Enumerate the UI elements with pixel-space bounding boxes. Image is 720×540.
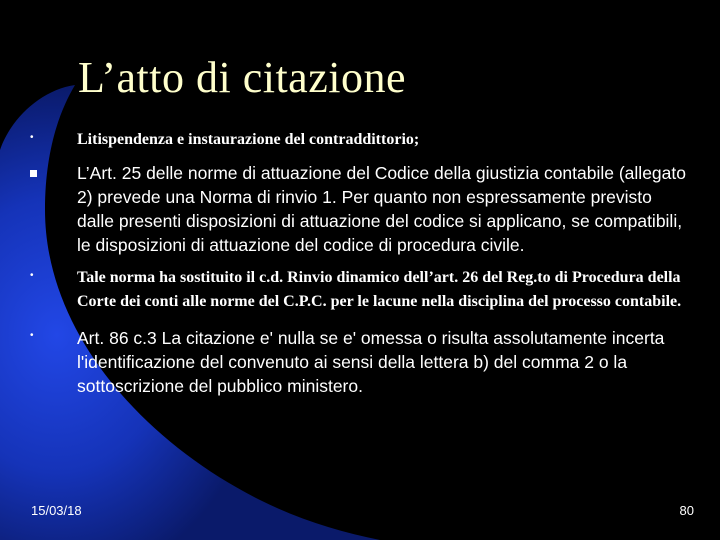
bullet-item	[30, 128, 690, 152]
bullet-dot-icon: •	[30, 132, 34, 143]
bullet-text: L’Art. 25 delle norme di attuazione del Codice della giustizia contabile (allegato 2) prevede una Norma di rinvio 1. Per quanto non espressamente previsto dalle presenti disposizioni di attuazione del codice si applicano, se compatibili, le disposizioni di attuazione del codice di procedura civile.	[77, 163, 686, 255]
bullet-dot-icon: •	[30, 270, 34, 281]
bullet-text: Tale norma ha sostituito il c.d. Rinvio dinamico dell’art. 26 del Reg.to di Procedura della Corte dei conti alle norme del C.P.C. per le lacune nella disciplina del processo contabile.	[77, 269, 682, 310]
bullet-item	[30, 161, 690, 257]
slide-title: L’atto di citazione	[78, 53, 406, 102]
bullet-item	[30, 266, 690, 314]
bullet-list	[30, 128, 690, 398]
bullet-text: Art. 86 c.3 La citazione e' nulla se e' omessa o risulta assolutamente incerta l'identificazione del convenuto ai sensi della lettera b) del comma 2 o la sottoscrizione del pubblico ministero.	[77, 328, 665, 396]
page-number: 80	[679, 503, 694, 518]
bullet-item	[30, 326, 690, 398]
bullet-square-icon	[30, 170, 37, 177]
bullet-dot-icon: •	[30, 330, 34, 341]
bullet-text: Litispendenza e instaurazione del contraddittorio;	[77, 131, 420, 148]
footer-date: 15/03/18	[31, 503, 82, 518]
